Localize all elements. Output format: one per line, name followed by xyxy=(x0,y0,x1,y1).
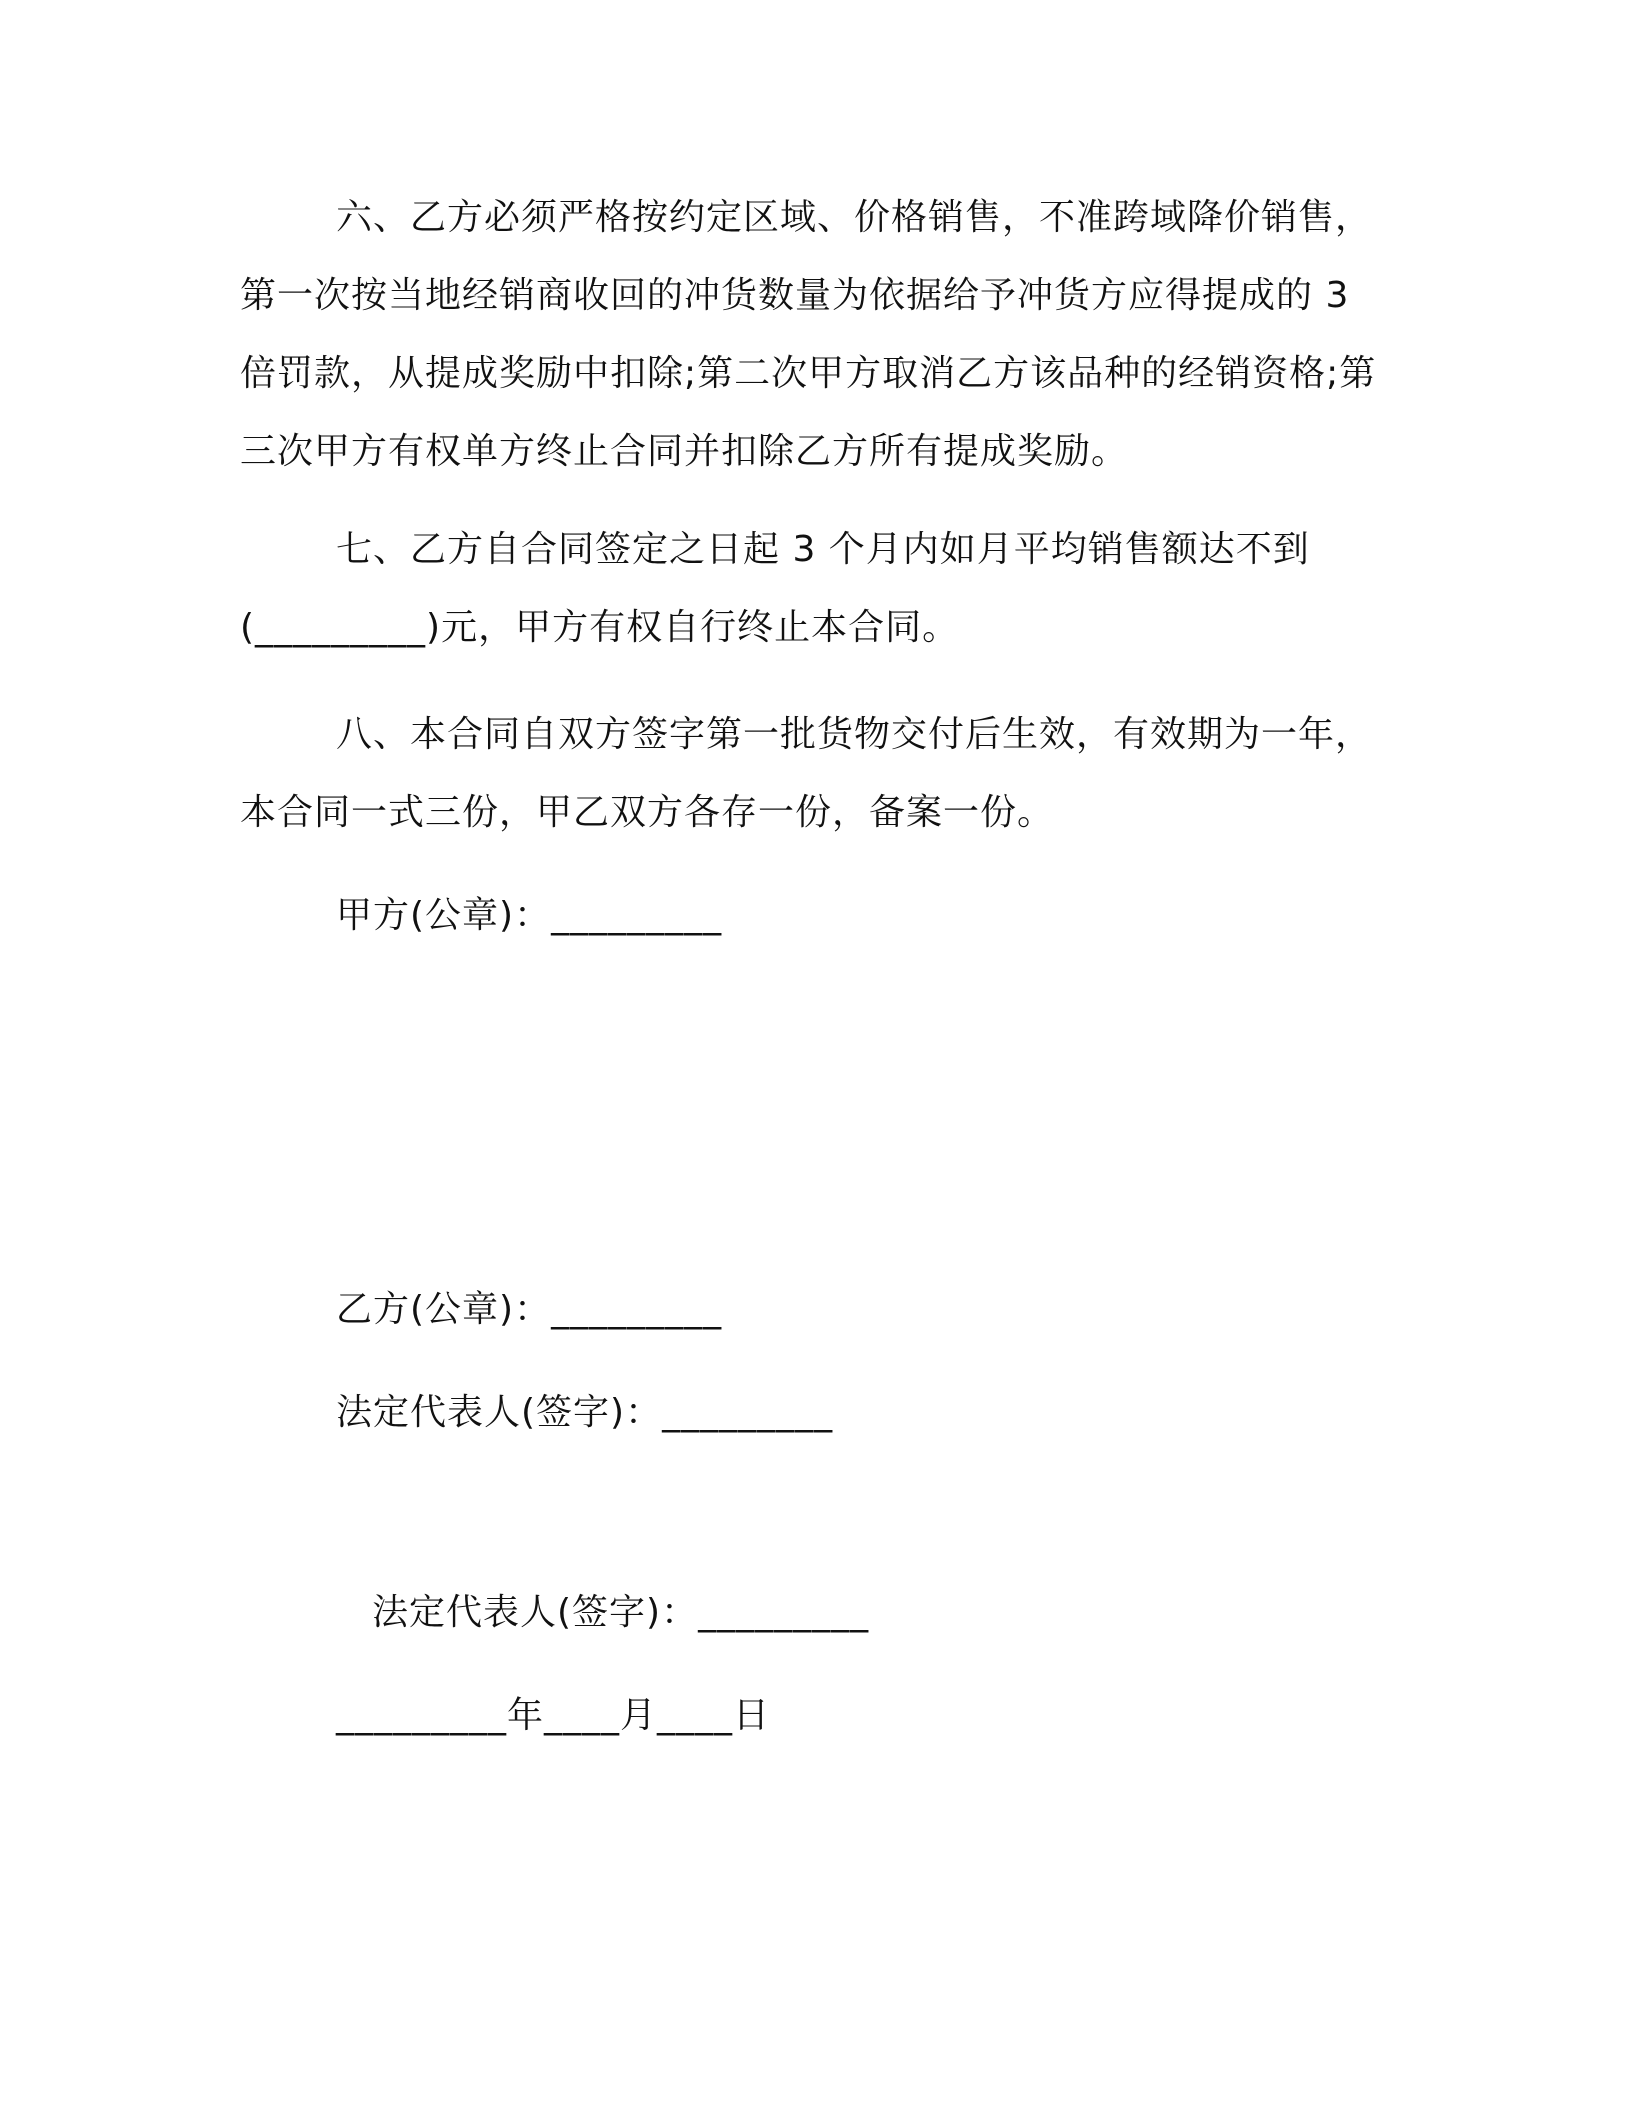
clause-eight-line-2: 本合同一式三份，甲乙双方各存一份，备案一份。 xyxy=(240,792,1055,833)
date-line: _________年____月____日 xyxy=(336,1695,770,1736)
clause-seven-line-1: 七、乙方自合同签定之日起 3 个月内如月平均销售额达不到 xyxy=(336,529,1310,570)
clause-eight xyxy=(240,696,1390,852)
clause-six-line-4: 三次甲方有权单方终止合同并扣除乙方所有提成奖励。 xyxy=(240,431,1129,472)
party-a-seal-line: 甲方(公章)：_________ xyxy=(336,895,723,936)
clause-six-line-3: 倍罚款，从提成奖励中扣除;第二次甲方取消乙方该品种的经销资格;第 xyxy=(240,353,1377,394)
party-b-seal-line: 乙方(公章)：_________ xyxy=(336,1289,723,1330)
clause-seven-line-2: (_________)元，甲方有权自行终止本合同。 xyxy=(240,607,960,648)
clause-eight-line-1: 八、本合同自双方签字第一批货物交付后生效，有效期为一年， xyxy=(336,714,1373,755)
clause-seven xyxy=(240,511,1390,667)
clause-six-line-1: 六、乙方必须严格按约定区域、价格销售，不准跨域降价销售， xyxy=(336,197,1373,238)
clause-six xyxy=(240,179,1390,491)
legal-representative-line-2: 法定代表人(签字)：_________ xyxy=(372,1592,870,1633)
clause-six-line-2: 第一次按当地经销商收回的冲货数量为依据给予冲货方应得提成的 3 xyxy=(240,275,1350,316)
legal-representative-line-1: 法定代表人(签字)：_________ xyxy=(336,1392,834,1433)
